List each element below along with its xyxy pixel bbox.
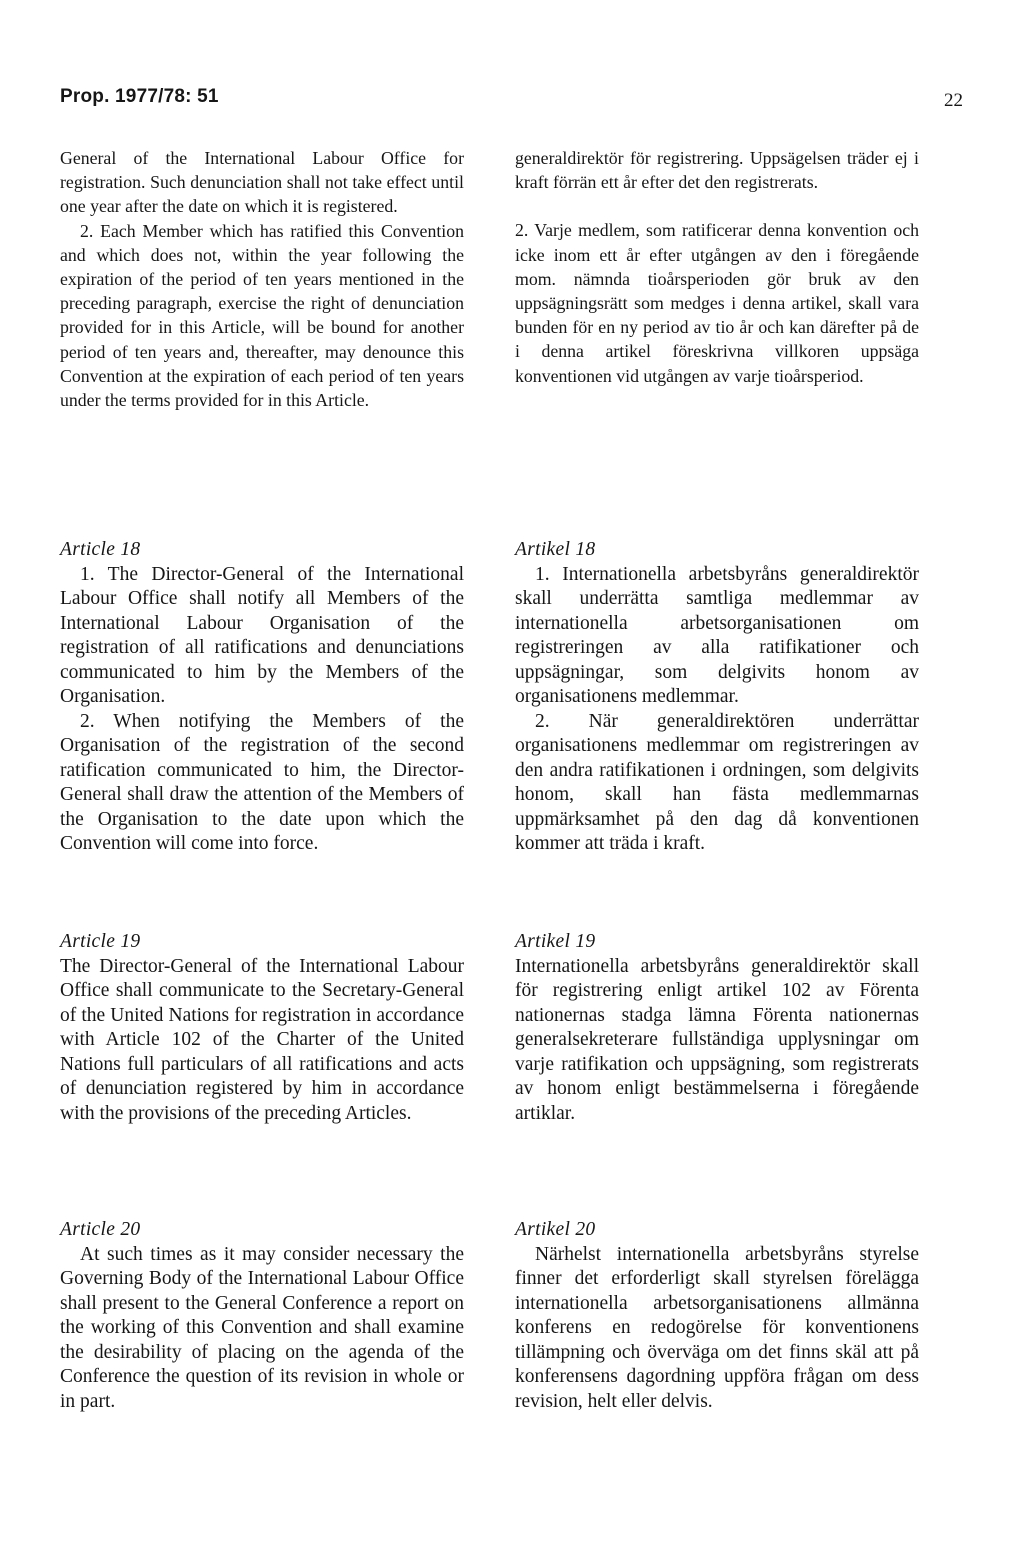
article-18-en-paragraph-2: 2. When notifying the Members of the Organisation of the registration of the second ratification communicated to him, the Director-General shall draw the attention of the Members of the Organisation to the date upon which the Convention will come into force.	[60, 710, 464, 854]
article-20-english-column	[60, 1218, 464, 1414]
article-18-en-paragraph-1: 1. The Director-General of the International Labour Office shall notify all Members of the International Labour Organisation of the registration of all ratifications and denunciations communicated to him by the Members of the Organisation.	[60, 563, 464, 707]
intro-english-column	[60, 146, 464, 412]
article-18-heading: Article 18	[60, 539, 141, 560]
article-19-heading: Article 19	[60, 931, 141, 952]
intro-sv-paragraph-2: 2. Varje medlem, som ratificerar denna konvention och icke inom ett år efter utgången av den i föregående mom. nämnda tioårsperioden gör bruk av den uppsägningsrätt som medges i denna artikel, skall vara bunden för en ny period av tio år och kan därefter på de i denna artikel föreskrivna villkoren uppsäga konventionen vid utgången av varje tioårsperiod.	[515, 220, 919, 386]
article-18-english-column	[60, 538, 464, 857]
intro-en-paragraph-1: General of the International Labour Office for registration. Such denunciation shall not take effect until one year after the date on which it is registered.	[60, 148, 464, 217]
intro-sv-paragraph-1: generaldirektör för registrering. Uppsägelsen träder ej i kraft förrän ett år efter det den registrerats.	[515, 148, 919, 193]
artikel-18-heading: Artikel 18	[515, 539, 596, 560]
article-18-swedish-column	[515, 538, 919, 857]
artikel-20-heading: Artikel 20	[515, 1219, 596, 1240]
article-18-sv-paragraph-2: 2. När generaldirektören underrättar organisationens medlemmar om registreringen av den andra ratifikationen i ordningen, som delgivits honom, skall han fästa medlemmarnas uppmärksamhet på den dag då konventionen kommer att träda i kraft.	[515, 710, 919, 854]
article-19-swedish-column	[515, 930, 919, 1126]
intro-swedish-column	[515, 146, 919, 388]
article-20-sv-paragraph: Närhelst internationella arbetsbyråns styrelse finner det erforderligt skall styrelsen förelägga internationella arbetsorganisationens allmänna konferens en redogörelse för konventionens tillämpning och överväga om det finns skäl att på konferensens dagordning uppföra frågan om dess revision, helt eller delvis.	[515, 1243, 919, 1412]
article-19-en-paragraph: The Director-General of the International Labour Office shall communicate to the Secretary-General of the United Nations for registration in accordance with Article 102 of the Charter of the United Nations full particulars of all ratifications and acts of denunciation registered by him in accordance with the provisions of the preceding Articles.	[60, 955, 464, 1124]
intro-en-paragraph-2: 2. Each Member which has ratified this Convention and which does not, within the year following the expiration of the period of ten years mentioned in the preceding paragraph, exercise the right of denunciation provided for in this Article, will be bound for another period of ten years and, thereafter, may denounce this Convention at the expiration of each period of ten years under the terms provided for in this Article.	[60, 220, 464, 411]
artikel-19-heading: Artikel 19	[515, 931, 596, 952]
document-reference: Prop. 1977/78: 51	[60, 86, 219, 107]
article-18-sv-paragraph-1: 1. Internationella arbetsbyråns generaldirektör skall underrätta samtliga medlemmar av internationella arbetsorganisationen om registreringen av alla ratifikationer och uppsägningar, som delgivits honom av organisationens medlemmar.	[515, 563, 919, 707]
article-19-sv-paragraph: Internationella arbetsbyråns generaldirektör skall för registrering enligt artikel 102 av Förenta nationernas stadga lämna Förenta nationernas generalsekreterare fullständiga upplysningar om varje ratifikation och uppsägning, som registrerats av honom enligt bestämmelserna i föregående artiklar.	[515, 955, 919, 1124]
article-20-heading: Article 20	[60, 1219, 141, 1240]
article-20-swedish-column	[515, 1218, 919, 1414]
article-20-en-paragraph: At such times as it may consider necessary the Governing Body of the International Labour Office shall present to the General Conference a report on the working of this Convention and shall examine the desirability of placing on the agenda of the Conference the question of its revision in whole or in part.	[60, 1243, 464, 1412]
article-19-english-column	[60, 930, 464, 1126]
page-number: 22	[944, 90, 963, 111]
